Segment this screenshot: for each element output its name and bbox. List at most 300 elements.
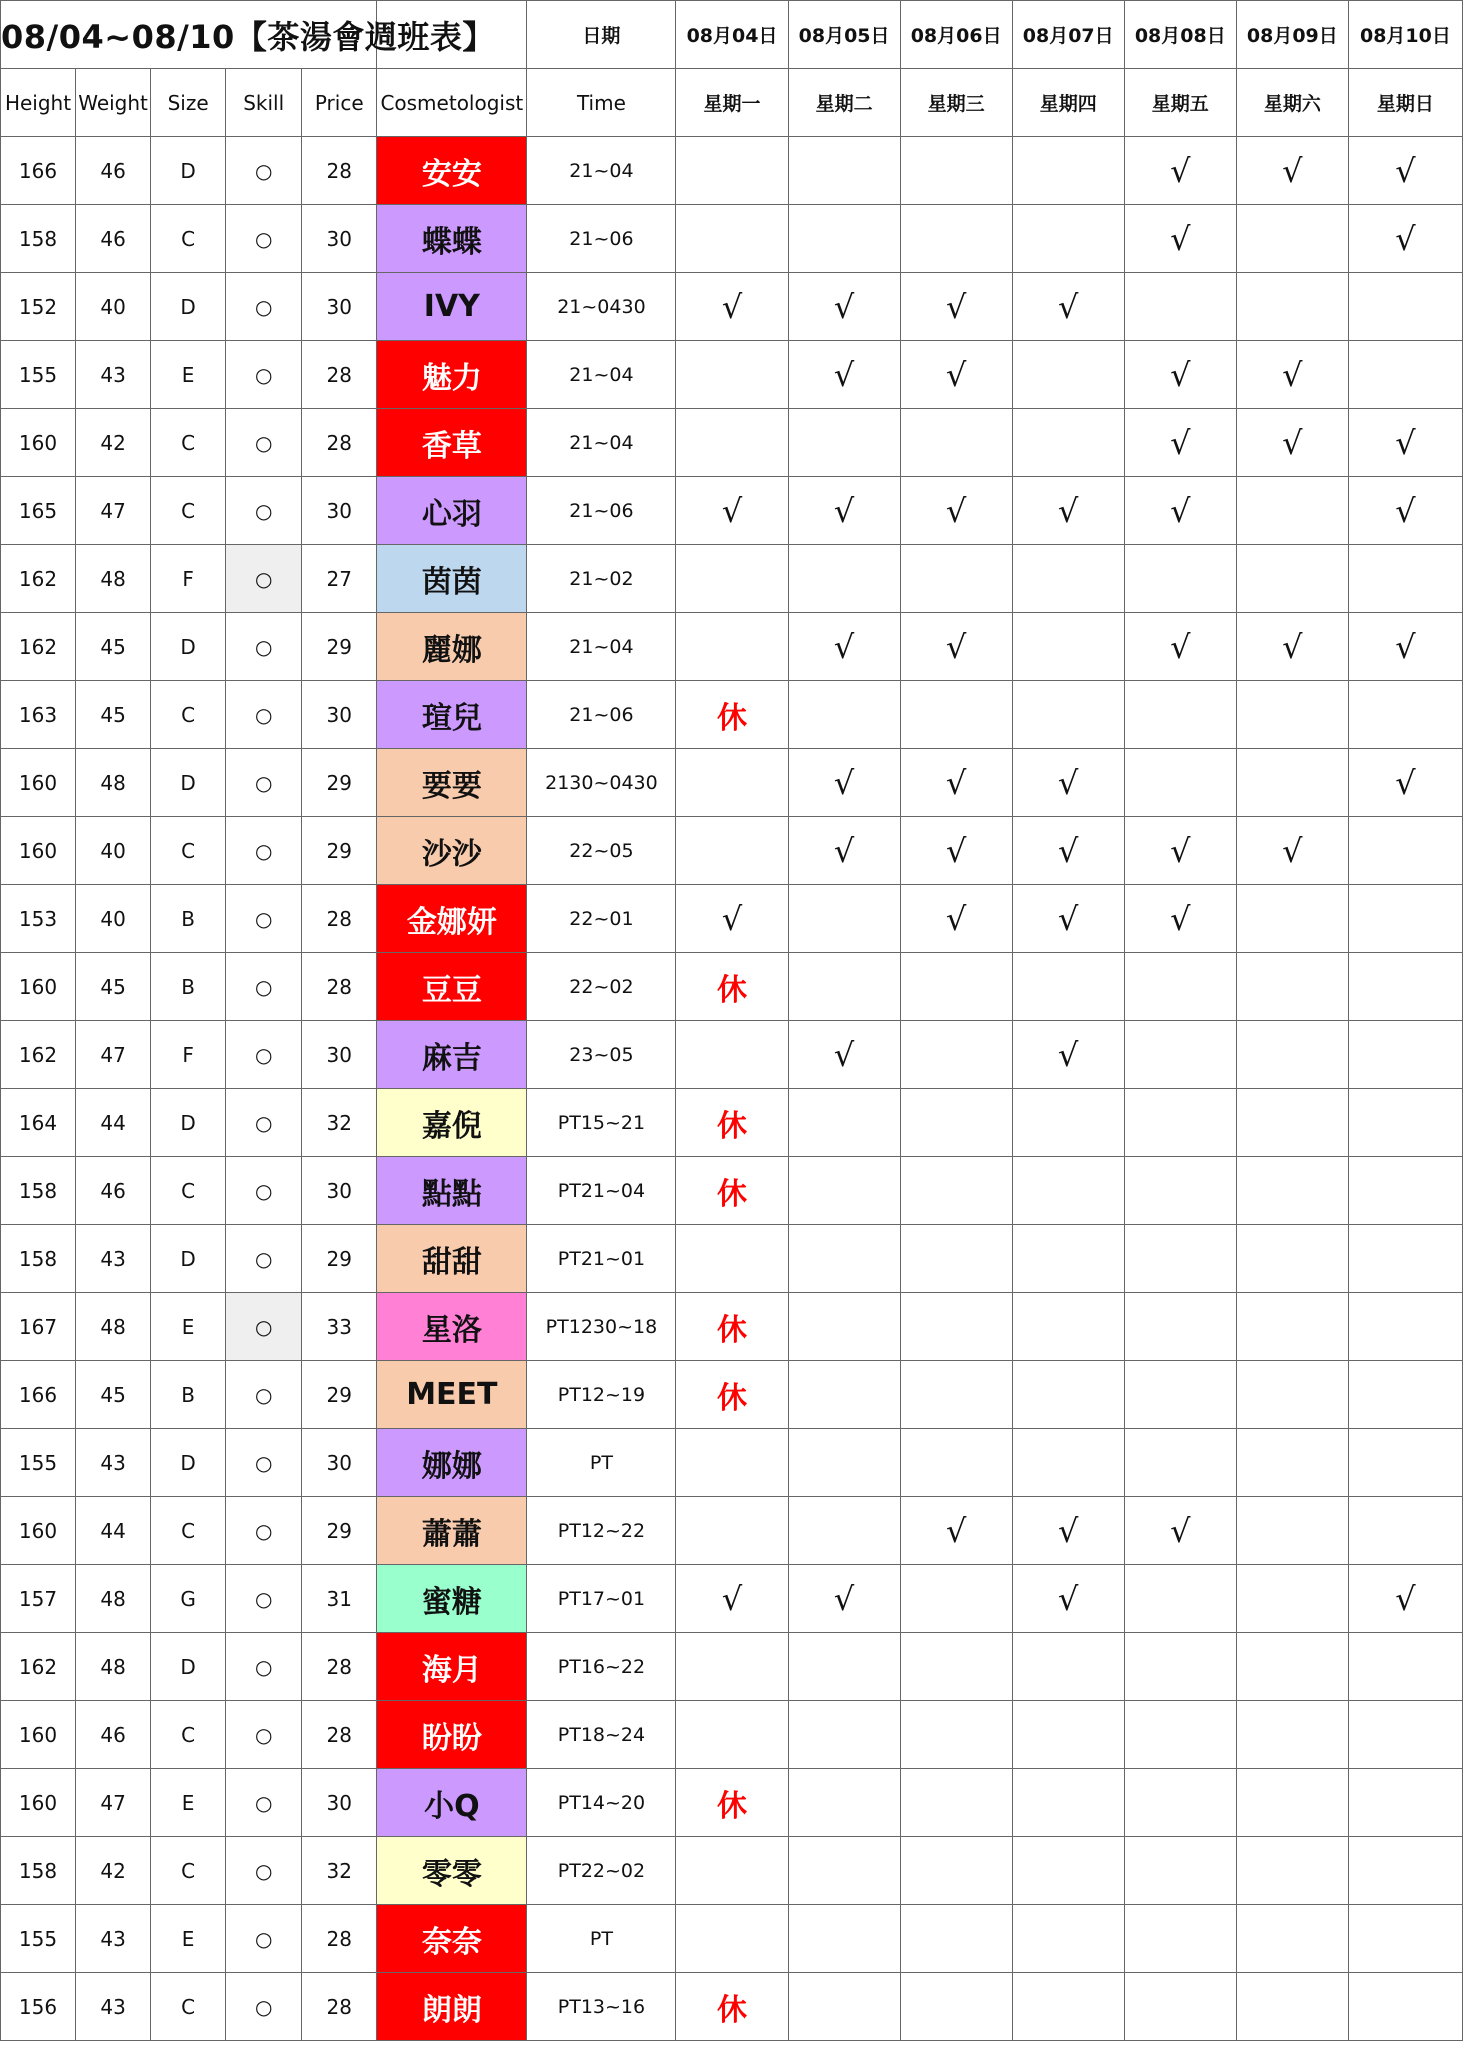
height-cell: 165: [1, 477, 76, 545]
time-cell: PT1230~18: [527, 1293, 676, 1361]
day-cell: [1012, 953, 1124, 1021]
weight-cell: 42: [76, 409, 151, 477]
shift-check-mark: √: [1236, 409, 1348, 477]
height-cell: 164: [1, 1089, 76, 1157]
day-cell: [1348, 1089, 1462, 1157]
table-row: [1, 1905, 1463, 1973]
shift-check-mark: √: [788, 273, 900, 341]
date-header: 08月07日: [1012, 1, 1124, 69]
price-cell: 32: [302, 1837, 377, 1905]
day-cell: [1012, 1769, 1124, 1837]
size-cell: C: [151, 817, 226, 885]
size-cell: D: [151, 613, 226, 681]
cosmetologist-name: MEET: [377, 1361, 527, 1429]
table-row: [1, 1089, 1463, 1157]
time-cell: PT15~21: [527, 1089, 676, 1157]
day-cell: [676, 545, 788, 613]
skill-cell: ○: [226, 273, 302, 341]
table-row: [1, 1157, 1463, 1225]
day-cell: [1348, 1837, 1462, 1905]
time-cell: 21~02: [527, 545, 676, 613]
shift-check-mark: √: [900, 341, 1012, 409]
day-off-mark: 休: [676, 1361, 788, 1429]
skill-cell: ○: [226, 1701, 302, 1769]
cosmetologist-name: 娜娜: [377, 1429, 527, 1497]
time-cell: 21~04: [527, 137, 676, 205]
shift-check-mark: √: [1124, 409, 1236, 477]
time-cell: 23~05: [527, 1021, 676, 1089]
day-cell: [1124, 953, 1236, 1021]
day-cell: [1012, 1429, 1124, 1497]
day-cell: [1124, 1089, 1236, 1157]
size-cell: C: [151, 205, 226, 273]
day-cell: [1124, 1293, 1236, 1361]
date-header: 08月09日: [1236, 1, 1348, 69]
weekday-header: 星期四: [1012, 69, 1124, 137]
day-cell: [1348, 953, 1462, 1021]
table-row: [1, 1565, 1463, 1633]
table-row: [1, 1633, 1463, 1701]
size-cell: E: [151, 1769, 226, 1837]
table-row: [1, 1837, 1463, 1905]
shift-check-mark: √: [1348, 477, 1462, 545]
table-row: [1, 341, 1463, 409]
weight-cell: 47: [76, 477, 151, 545]
shift-check-mark: √: [788, 817, 900, 885]
day-cell: [676, 341, 788, 409]
day-cell: [788, 885, 900, 953]
weight-cell: 46: [76, 205, 151, 273]
skill-cell: ○: [226, 885, 302, 953]
shift-check-mark: √: [900, 1497, 1012, 1565]
price-cell: 30: [302, 477, 377, 545]
table-row: [1, 273, 1463, 341]
size-cell: C: [151, 477, 226, 545]
cosmetologist-name: 盼盼: [377, 1701, 527, 1769]
size-cell: D: [151, 1633, 226, 1701]
day-cell: [1124, 1021, 1236, 1089]
weight-cell: 43: [76, 341, 151, 409]
size-cell: B: [151, 953, 226, 1021]
skill-cell: ○: [226, 545, 302, 613]
table-row: [1, 1225, 1463, 1293]
price-cell: 28: [302, 953, 377, 1021]
date-header: 08月06日: [900, 1, 1012, 69]
header-cosmetologist: Cosmetologist: [377, 69, 527, 137]
day-cell: [788, 137, 900, 205]
day-cell: [788, 1293, 900, 1361]
size-cell: G: [151, 1565, 226, 1633]
time-cell: PT21~04: [527, 1157, 676, 1225]
table-row: [1, 1769, 1463, 1837]
day-cell: [1348, 817, 1462, 885]
table-row: [1, 1361, 1463, 1429]
price-cell: 29: [302, 1225, 377, 1293]
weight-cell: 45: [76, 681, 151, 749]
day-cell: [1236, 1837, 1348, 1905]
day-cell: [1348, 1361, 1462, 1429]
price-cell: 29: [302, 613, 377, 681]
table-row: [1, 1021, 1463, 1089]
day-off-mark: 休: [676, 1973, 788, 2041]
height-cell: 155: [1, 1429, 76, 1497]
cosmetologist-name: 嘉倪: [377, 1089, 527, 1157]
shift-check-mark: √: [1012, 749, 1124, 817]
height-cell: 160: [1, 1497, 76, 1565]
day-cell: [788, 1701, 900, 1769]
cosmetologist-name: 甜甜: [377, 1225, 527, 1293]
table-row: [1, 1701, 1463, 1769]
shift-check-mark: √: [1124, 477, 1236, 545]
height-cell: 158: [1, 205, 76, 273]
shift-check-mark: √: [676, 885, 788, 953]
price-cell: 29: [302, 749, 377, 817]
date-header: 08月04日: [676, 1, 788, 69]
price-cell: 28: [302, 137, 377, 205]
weight-cell: 44: [76, 1497, 151, 1565]
weight-cell: 43: [76, 1225, 151, 1293]
time-cell: PT22~02: [527, 1837, 676, 1905]
size-cell: D: [151, 749, 226, 817]
height-cell: 158: [1, 1837, 76, 1905]
price-cell: 31: [302, 1565, 377, 1633]
shift-check-mark: √: [1124, 341, 1236, 409]
shift-check-mark: √: [1348, 749, 1462, 817]
height-cell: 166: [1, 137, 76, 205]
day-cell: [1348, 545, 1462, 613]
shift-check-mark: √: [1012, 817, 1124, 885]
size-cell: B: [151, 885, 226, 953]
height-cell: 163: [1, 681, 76, 749]
time-cell: 21~0430: [527, 273, 676, 341]
shift-check-mark: √: [1012, 1565, 1124, 1633]
day-cell: [900, 1565, 1012, 1633]
day-cell: [788, 1497, 900, 1565]
day-cell: [900, 1157, 1012, 1225]
time-cell: PT16~22: [527, 1633, 676, 1701]
day-cell: [1236, 205, 1348, 273]
day-cell: [788, 1633, 900, 1701]
day-cell: [900, 1429, 1012, 1497]
skill-cell: ○: [226, 1225, 302, 1293]
day-cell: [788, 545, 900, 613]
day-cell: [1012, 1225, 1124, 1293]
shift-check-mark: √: [676, 1565, 788, 1633]
shift-check-mark: √: [1124, 817, 1236, 885]
weight-cell: 45: [76, 1361, 151, 1429]
day-off-mark: 休: [676, 1157, 788, 1225]
day-cell: [900, 953, 1012, 1021]
day-cell: [676, 817, 788, 885]
height-cell: 160: [1, 953, 76, 1021]
skill-cell: ○: [226, 1565, 302, 1633]
time-cell: 21~06: [527, 477, 676, 545]
day-cell: [1124, 1565, 1236, 1633]
day-cell: [676, 1225, 788, 1293]
day-cell: [1124, 273, 1236, 341]
day-cell: [1236, 749, 1348, 817]
day-cell: [1348, 1905, 1462, 1973]
size-cell: E: [151, 1905, 226, 1973]
day-cell: [1348, 1021, 1462, 1089]
time-cell: 22~02: [527, 953, 676, 1021]
weight-cell: 43: [76, 1973, 151, 2041]
shift-check-mark: √: [1348, 409, 1462, 477]
skill-cell: ○: [226, 137, 302, 205]
day-cell: [1124, 1429, 1236, 1497]
day-cell: [1124, 545, 1236, 613]
day-off-mark: 休: [676, 953, 788, 1021]
header-weight: Weight: [76, 69, 151, 137]
day-cell: [1348, 885, 1462, 953]
day-cell: [788, 1837, 900, 1905]
day-cell: [900, 681, 1012, 749]
height-cell: 156: [1, 1973, 76, 2041]
time-cell: 21~04: [527, 613, 676, 681]
shift-check-mark: √: [788, 341, 900, 409]
height-cell: 152: [1, 273, 76, 341]
day-cell: [1236, 953, 1348, 1021]
shift-check-mark: √: [1124, 1497, 1236, 1565]
weight-cell: 46: [76, 1157, 151, 1225]
price-cell: 28: [302, 1973, 377, 2041]
day-cell: [1348, 341, 1462, 409]
size-cell: D: [151, 1429, 226, 1497]
cosmetologist-name: 小Q: [377, 1769, 527, 1837]
day-cell: [1236, 885, 1348, 953]
day-cell: [1236, 1633, 1348, 1701]
day-cell: [1012, 1701, 1124, 1769]
day-cell: [1348, 1497, 1462, 1565]
day-cell: [1012, 545, 1124, 613]
weight-cell: 45: [76, 613, 151, 681]
time-cell: PT18~24: [527, 1701, 676, 1769]
shift-check-mark: √: [788, 613, 900, 681]
height-cell: 160: [1, 1701, 76, 1769]
day-cell: [676, 1701, 788, 1769]
time-cell: PT13~16: [527, 1973, 676, 2041]
skill-cell: ○: [226, 409, 302, 477]
skill-cell: ○: [226, 205, 302, 273]
day-cell: [900, 137, 1012, 205]
day-cell: [788, 1429, 900, 1497]
size-cell: C: [151, 681, 226, 749]
day-cell: [676, 1837, 788, 1905]
date-label: 日期: [527, 1, 676, 69]
weekday-header: 星期三: [900, 69, 1012, 137]
table-row: [1, 1429, 1463, 1497]
day-cell: [1012, 205, 1124, 273]
size-cell: D: [151, 1225, 226, 1293]
size-cell: C: [151, 409, 226, 477]
day-cell: [900, 1089, 1012, 1157]
day-cell: [1348, 273, 1462, 341]
shift-check-mark: √: [1348, 1565, 1462, 1633]
day-cell: [676, 205, 788, 273]
price-cell: 28: [302, 1905, 377, 1973]
day-cell: [1236, 1361, 1348, 1429]
day-cell: [1012, 137, 1124, 205]
price-cell: 28: [302, 1633, 377, 1701]
weekday-header: 星期日: [1348, 69, 1462, 137]
day-cell: [900, 1633, 1012, 1701]
size-cell: E: [151, 1293, 226, 1361]
skill-cell: ○: [226, 1633, 302, 1701]
time-cell: 2130~0430: [527, 749, 676, 817]
column-header-row: [1, 69, 1463, 137]
weekday-header: 星期一: [676, 69, 788, 137]
day-cell: [1348, 1769, 1462, 1837]
time-cell: PT14~20: [527, 1769, 676, 1837]
skill-cell: ○: [226, 1293, 302, 1361]
cosmetologist-name: 蝶蝶: [377, 205, 527, 273]
day-cell: [1236, 681, 1348, 749]
day-cell: [1012, 341, 1124, 409]
shift-check-mark: √: [788, 1565, 900, 1633]
time-cell: 21~06: [527, 681, 676, 749]
day-cell: [900, 1293, 1012, 1361]
cosmetologist-name: 蜜糖: [377, 1565, 527, 1633]
price-cell: 29: [302, 817, 377, 885]
skill-cell: ○: [226, 613, 302, 681]
shift-check-mark: √: [1124, 885, 1236, 953]
price-cell: 29: [302, 1497, 377, 1565]
table-row: [1, 137, 1463, 205]
day-cell: [1012, 1837, 1124, 1905]
day-cell: [788, 681, 900, 749]
size-cell: D: [151, 137, 226, 205]
day-off-mark: 休: [676, 1293, 788, 1361]
time-cell: PT12~22: [527, 1497, 676, 1565]
price-cell: 28: [302, 409, 377, 477]
header-time: Time: [527, 69, 676, 137]
day-cell: [900, 1837, 1012, 1905]
day-cell: [1124, 1157, 1236, 1225]
cosmetologist-name: 星洛: [377, 1293, 527, 1361]
shift-check-mark: √: [1348, 137, 1462, 205]
cosmetologist-name: 海月: [377, 1633, 527, 1701]
header-skill: Skill: [226, 69, 302, 137]
cosmetologist-name: 豆豆: [377, 953, 527, 1021]
day-cell: [1012, 681, 1124, 749]
cosmetologist-name: IVY: [377, 273, 527, 341]
skill-cell: ○: [226, 817, 302, 885]
skill-cell: ○: [226, 1769, 302, 1837]
cosmetologist-name: 金娜妍: [377, 885, 527, 953]
height-cell: 166: [1, 1361, 76, 1429]
table-row: [1, 409, 1463, 477]
cosmetologist-name: 心羽: [377, 477, 527, 545]
date-header: 08月10日: [1348, 1, 1462, 69]
day-cell: [1348, 1225, 1462, 1293]
time-cell: 21~04: [527, 409, 676, 477]
height-cell: 162: [1, 1633, 76, 1701]
shift-check-mark: √: [1012, 477, 1124, 545]
day-cell: [1012, 613, 1124, 681]
header-height: Height: [1, 69, 76, 137]
day-cell: [676, 1633, 788, 1701]
day-cell: [788, 205, 900, 273]
price-cell: 30: [302, 681, 377, 749]
day-cell: [788, 1089, 900, 1157]
price-cell: 30: [302, 1769, 377, 1837]
skill-cell: ○: [226, 1429, 302, 1497]
shift-check-mark: √: [1124, 613, 1236, 681]
day-cell: [1348, 1633, 1462, 1701]
date-header: 08月08日: [1124, 1, 1236, 69]
time-cell: 21~06: [527, 205, 676, 273]
date-header-row: [1, 1, 1463, 69]
size-cell: C: [151, 1497, 226, 1565]
day-cell: [1124, 1361, 1236, 1429]
height-cell: 160: [1, 409, 76, 477]
shift-check-mark: √: [1124, 137, 1236, 205]
height-cell: 155: [1, 341, 76, 409]
time-cell: 22~01: [527, 885, 676, 953]
day-cell: [1012, 1905, 1124, 1973]
day-cell: [1124, 1837, 1236, 1905]
day-cell: [1012, 1157, 1124, 1225]
cosmetologist-name: 茵茵: [377, 545, 527, 613]
skill-cell: ○: [226, 477, 302, 545]
shift-check-mark: √: [1348, 205, 1462, 273]
table-row: [1, 681, 1463, 749]
shift-check-mark: √: [1012, 273, 1124, 341]
price-cell: 28: [302, 341, 377, 409]
weight-cell: 47: [76, 1021, 151, 1089]
cosmetologist-name: 朗朗: [377, 1973, 527, 2041]
day-cell: [1348, 1157, 1462, 1225]
cosmetologist-name: 魅力: [377, 341, 527, 409]
price-cell: 27: [302, 545, 377, 613]
size-cell: C: [151, 1837, 226, 1905]
table-row: [1, 477, 1463, 545]
day-cell: [1236, 1225, 1348, 1293]
size-cell: D: [151, 273, 226, 341]
shift-check-mark: √: [900, 477, 1012, 545]
day-cell: [1124, 1225, 1236, 1293]
skill-cell: ○: [226, 1837, 302, 1905]
skill-cell: ○: [226, 1497, 302, 1565]
weight-cell: 48: [76, 749, 151, 817]
shift-check-mark: √: [1236, 817, 1348, 885]
schedule-title: 08/04~08/10【茶湯會週班表】: [1, 1, 377, 69]
table-row: [1, 613, 1463, 681]
day-cell: [1348, 1293, 1462, 1361]
shift-check-mark: √: [1236, 137, 1348, 205]
height-cell: 167: [1, 1293, 76, 1361]
day-off-mark: 休: [676, 681, 788, 749]
day-cell: [900, 205, 1012, 273]
weight-cell: 47: [76, 1769, 151, 1837]
weekday-header: 星期二: [788, 69, 900, 137]
day-cell: [1124, 1701, 1236, 1769]
table-row: [1, 749, 1463, 817]
shift-check-mark: √: [1012, 885, 1124, 953]
day-cell: [1236, 1565, 1348, 1633]
shift-check-mark: √: [788, 749, 900, 817]
shift-check-mark: √: [676, 273, 788, 341]
day-cell: [1236, 1769, 1348, 1837]
weight-cell: 44: [76, 1089, 151, 1157]
day-cell: [900, 1905, 1012, 1973]
size-cell: C: [151, 1701, 226, 1769]
height-cell: 153: [1, 885, 76, 953]
skill-cell: ○: [226, 341, 302, 409]
weight-cell: 46: [76, 1701, 151, 1769]
header-size: Size: [151, 69, 226, 137]
shift-check-mark: √: [1012, 1497, 1124, 1565]
